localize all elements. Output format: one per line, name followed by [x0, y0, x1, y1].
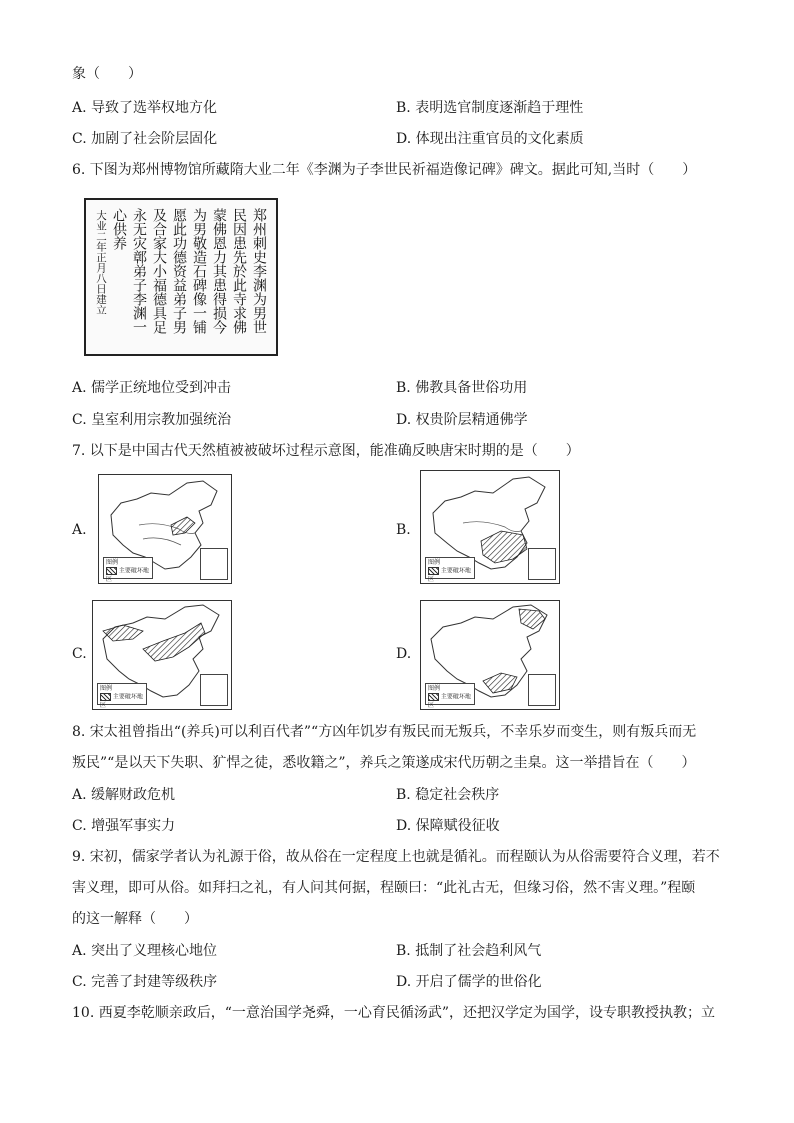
stele-column-6: 及合家大小福德具足 [151, 208, 167, 334]
q6-option-d[interactable]: D. 权贵阶层精通佛学 [396, 412, 528, 428]
stele-column-2: 民因患先於此寺求佛 [231, 208, 247, 334]
q7-map-b[interactable] [420, 470, 560, 584]
legend-item-label: 主要破坏地区 [428, 567, 471, 583]
stele-column-date: 大业二年正月八日建立 [95, 210, 107, 315]
q7-map-d[interactable] [420, 600, 560, 710]
q9-option-c[interactable]: C. 完善了封建等级秩序 [72, 974, 218, 990]
hatch-swatch-icon [428, 693, 439, 701]
q8-option-a[interactable]: A. 缓解财政危机 [72, 787, 176, 803]
q7-option-d-label[interactable]: D. [396, 646, 412, 662]
q8-option-c[interactable]: C. 增强军事实力 [72, 818, 176, 834]
hatch-swatch-icon [428, 567, 439, 575]
legend-title: 图例 [428, 685, 441, 692]
q8-stem-line-1: 8. 宋太祖曾指出“(养兵)可以利百代者”“方凶年饥岁有叛民而无叛兵，不幸乐岁而变生，则有叛兵而无 [72, 724, 697, 740]
south-china-sea-inset [200, 548, 228, 580]
legend-item-label: 主要破坏地区 [100, 693, 143, 709]
south-china-sea-inset [528, 548, 556, 580]
south-china-sea-inset [200, 674, 228, 706]
stele-inscription-image [84, 198, 278, 356]
q5-option-a[interactable]: A. 导致了选举权地方化 [72, 100, 218, 116]
hatch-swatch-icon [100, 693, 111, 701]
q5-stem-tail: 象（ ） [72, 66, 142, 82]
q6-option-a[interactable]: A. 儒学正统地位受到冲击 [72, 380, 232, 396]
q7-option-c-label[interactable]: C. [72, 646, 87, 662]
q6-option-c[interactable]: C. 皇室利用宗教加强统治 [72, 412, 232, 428]
q8-stem-line-2: 叛民”“是以天下失职、犷悍之徒，悉收籍之”，养兵之策遂成宋代历朝之圭臬。这一举措旨在（ ） [72, 755, 696, 771]
stele-column-1: 郑州刺史李渊为男世 [251, 208, 267, 334]
stele-column-8: 心供养 [111, 208, 127, 250]
q9-stem-line-2: 害义理，即可从俗。如拜扫之礼，有人问其何据，程颐曰：“此礼古无，但缘习俗，然不害义理。”程颐 [72, 880, 696, 896]
q5-option-c[interactable]: C. 加剧了社会阶层固化 [72, 131, 218, 147]
q9-stem-line-1: 9. 宋初，儒家学者认为礼源于俗，故从俗在一定程度上也就是循礼。而程颐认为从俗需要符合义理，若不 [72, 849, 720, 865]
hatch-swatch-icon [106, 567, 117, 575]
legend-title: 图例 [428, 559, 441, 566]
map-b-legend [425, 557, 475, 583]
q10-stem: 10. 西夏李乾顺亲政后，“一意治国学尧舜，一心育民循汤武”，还把汉学定为国学，设专职教授执教；立 [72, 1005, 716, 1021]
q7-stem: 7. 以下是中国古代天然植被被破坏过程示意图，能准确反映唐宋时期的是（ ） [72, 443, 580, 459]
q7-option-b-label[interactable]: B. [396, 522, 411, 538]
q8-option-b[interactable]: B. 稳定社会秩序 [396, 787, 500, 803]
stele-column-3: 蒙佛恩力其患得损今 [211, 208, 227, 334]
q6-stem: 6. 下图为郑州博物馆所藏隋大业二年《李渊为子李世民祈福造像记碑》碑文。据此可知,当时（ ） [72, 162, 697, 178]
q5-option-d[interactable]: D. 体现出注重官员的文化素质 [396, 131, 584, 147]
map-c-legend [97, 683, 147, 709]
q9-option-d[interactable]: D. 开启了儒学的世俗化 [396, 974, 542, 990]
stele-column-4: 为男敬造石碑像一铺 [191, 208, 207, 334]
legend-title: 图例 [100, 685, 113, 692]
legend-item-label: 主要破坏地区 [428, 693, 471, 709]
q6-option-b[interactable]: B. 佛教具备世俗功用 [396, 380, 528, 396]
q7-map-c[interactable] [92, 600, 232, 710]
q8-option-d[interactable]: D. 保障赋役征收 [396, 818, 500, 834]
q5-option-b[interactable]: B. 表明选官制度逐渐趋于理性 [396, 100, 584, 116]
map-d-legend [425, 683, 475, 709]
legend-item-label: 主要破坏地区 [106, 567, 149, 583]
south-china-sea-inset [528, 674, 556, 706]
q9-stem-line-3: 的这一解释（ ） [72, 911, 198, 927]
legend-title: 图例 [106, 559, 119, 566]
stele-column-7: 永无灾鄣弟子李渊一 [131, 208, 147, 334]
stele-column-5: 愿此功德资益弟子男 [171, 208, 187, 334]
q7-option-a-label[interactable]: A. [72, 522, 87, 538]
q7-map-a[interactable] [98, 474, 232, 584]
q9-option-a[interactable]: A. 突出了义理核心地位 [72, 943, 218, 959]
q9-option-b[interactable]: B. 抵制了社会趋利风气 [396, 943, 542, 959]
map-a-legend [103, 557, 153, 583]
